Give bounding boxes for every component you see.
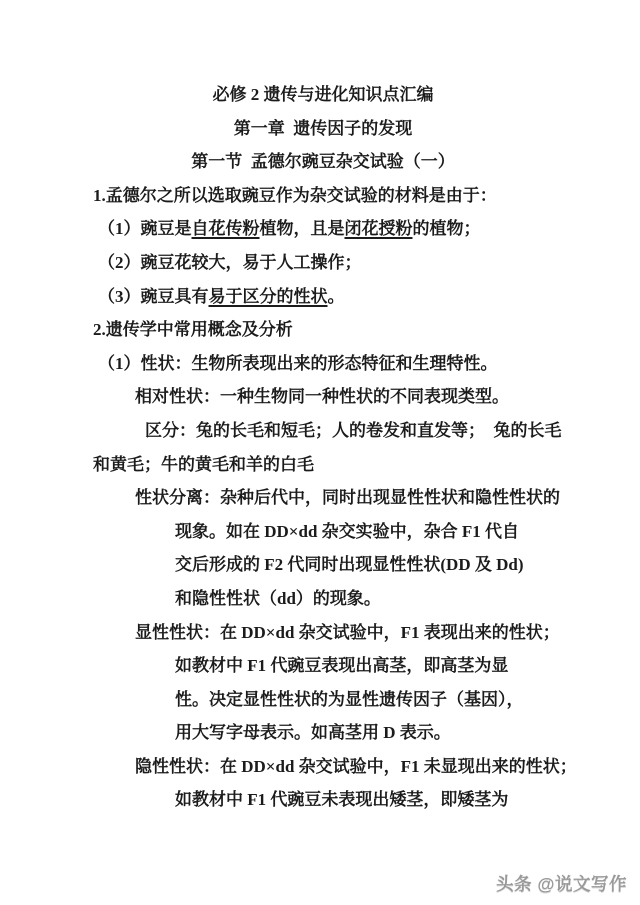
text-run: 和隐性性状（dd）的现象。 <box>175 588 381 608</box>
document-line <box>93 582 553 616</box>
text-run: （3）豌豆具有 <box>98 286 209 306</box>
text-run: 的植物； <box>412 219 481 239</box>
document-line <box>93 414 562 448</box>
document-line <box>93 179 553 213</box>
document-line <box>93 347 553 381</box>
text-run: （1）性状：生物所表现出来的形态特征和生理特性。 <box>98 353 498 373</box>
text-run: 和黄毛；牛的黄毛和羊的白毛 <box>93 454 314 474</box>
text-run: （1）豌豆是 <box>98 219 192 239</box>
document-line <box>93 481 560 515</box>
text-run: 2.遗传学中常用概念及分析 <box>93 320 293 340</box>
text-run: 性状分离：杂种后代中，同时出现显性性状和隐性性状的 <box>135 488 560 508</box>
text-run: 1.孟德尔之所以选取豌豆作为杂交试验的材料是由于： <box>93 185 497 205</box>
text-run: 如教材中 F1 代豌豆表现出高茎，即高茎为显 <box>175 656 509 676</box>
document-line <box>93 716 553 750</box>
document-line <box>93 380 553 414</box>
document-line <box>93 515 553 549</box>
doc-section-heading: 第一节 孟德尔豌豆杂交试验（一） <box>191 152 455 172</box>
document-content <box>93 78 577 817</box>
underlined-term: 闭花授粉 <box>344 219 413 239</box>
watermark: 头条 @说文写作 <box>496 874 627 894</box>
document-line <box>93 548 553 582</box>
text-run: 显性性状：在 DD×dd 杂交试验中，F1 表现出来的性状； <box>135 622 560 642</box>
underlined-term: 易于区分的性状 <box>208 286 328 306</box>
document-line <box>93 683 553 717</box>
document-line <box>93 212 553 246</box>
document-body <box>93 179 577 817</box>
text-run: 植物，且是 <box>259 219 345 239</box>
text-run: 。 <box>327 286 345 306</box>
text-run: 区分：兔的长毛和短毛；人的卷发和直发等； 兔的长毛 <box>145 420 562 440</box>
text-run: 性。决定显性性状的为显性遗传因子（基因）， <box>175 689 524 709</box>
document-line <box>93 750 577 784</box>
document-line <box>93 313 553 347</box>
doc-chapter-heading: 第一章 遗传因子的发现 <box>233 118 413 138</box>
document-line <box>93 246 553 280</box>
document-line <box>93 616 560 650</box>
document-line <box>93 280 553 314</box>
text-run: （2）豌豆花较大，易于人工操作； <box>98 252 362 272</box>
text-run: 现象。如在 DD×dd 杂交实验中，杂合 F1 代自 <box>175 521 520 541</box>
text-run: 如教材中 F1 代豌豆未表现出矮茎，即矮茎为 <box>175 790 509 810</box>
text-run: 相对性状：一种生物同一种性状的不同表现类型。 <box>135 387 509 407</box>
doc-title: 必修 2 遗传与进化知识点汇编 <box>212 85 434 104</box>
text-run: 隐性性状：在 DD×dd 杂交试验中，F1 未显现出来的性状； <box>135 756 577 776</box>
underlined-term: 自花传粉 <box>191 219 260 239</box>
document-line <box>93 448 553 482</box>
document-line <box>93 649 553 683</box>
text-run: 用大写字母表示。如高茎用 D 表示。 <box>175 723 451 743</box>
text-run: 交后形成的 F2 代同时出现显性性状(DD 及 Dd) <box>175 555 524 575</box>
document-line <box>93 783 553 817</box>
